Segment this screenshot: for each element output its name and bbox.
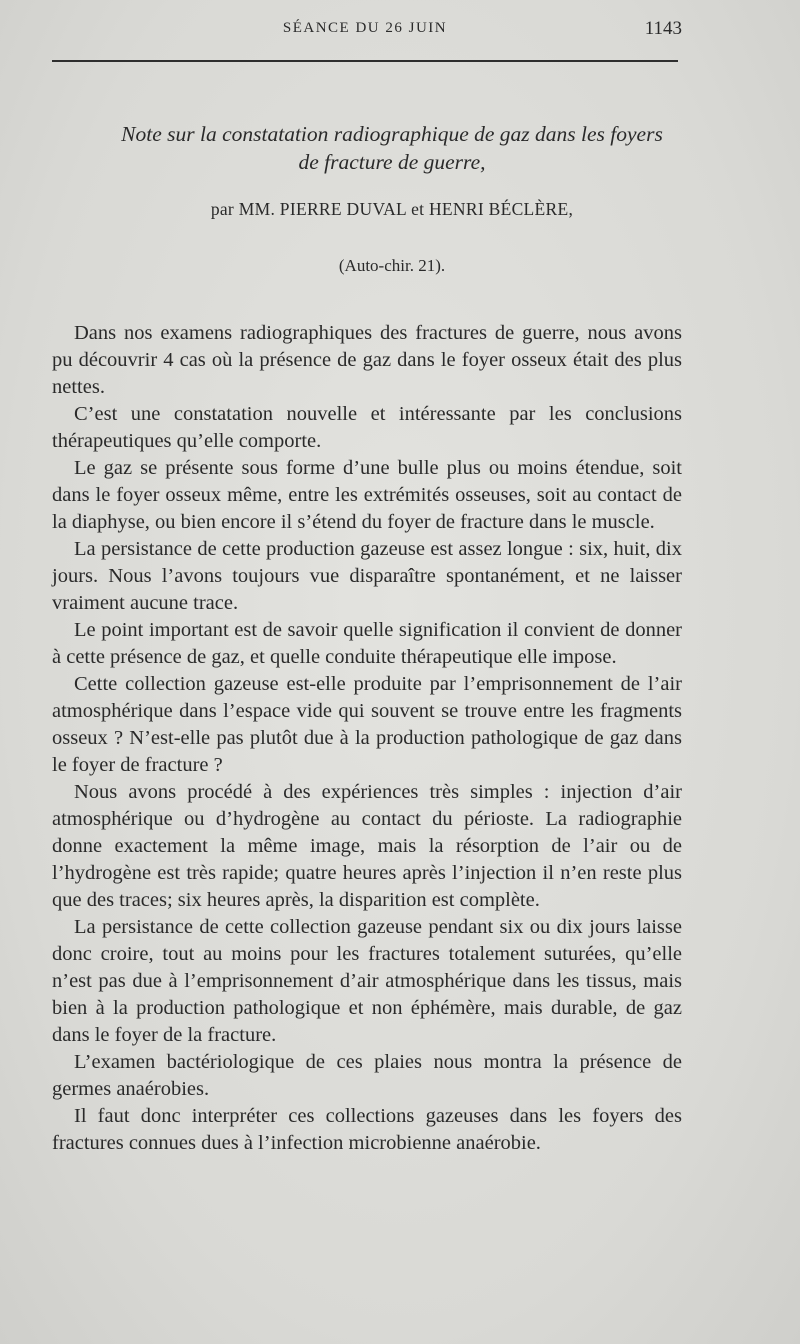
header-rule (52, 60, 678, 62)
paragraph: Le gaz se présente sous forme d’une bulle plus ou moins étendue, soit dans le foyer osseux même, entre les extrémités osseuses, soit au contact de la diaphyse, ou bien encore il s’étend du foyer de fracture dans le muscle. (52, 457, 682, 533)
page-number: 1143 (644, 18, 682, 39)
paragraph: La persistance de cette collection gazeuse pendant six ou dix jours laisse donc croire, tout au moins pour les fractures totalement suturées, qu’elle n’est pas due à l’emprisonnement d’air atmosphérique dans les tissus, mais bien à la production pathologique et non éphémère, mais durable, de gaz dans le foyer de la fracture. (52, 916, 682, 1046)
paragraph: La persistance de cette production gazeuse est assez longue : six, huit, dix jours. Nous l’avons toujours vue disparaître spontanément, et ne laisser vraiment aucune trace. (52, 538, 682, 614)
paragraph: Le point important est de savoir quelle signification il convient de donner à cette présence de gaz, et quelle conduite thérapeutique elle impose. (52, 619, 682, 668)
paragraph: L’examen bactériologique de ces plaies nous montra la présence de germes anaérobies. (52, 1051, 682, 1100)
paragraph: C’est une constatation nouvelle et intéressante par les conclusions thérapeutiques qu’elle comporte. (52, 403, 682, 452)
paragraph: Cette collection gazeuse est-elle produite par l’emprisonnement de l’air atmosphérique dans l’espace vide qui souvent se trouve entre les fragments osseux ? N’est-elle pas plutôt due à la production pathologique de gaz dans le foyer de fracture ? (52, 673, 682, 776)
paragraph: Dans nos examens radiographiques des fractures de guerre, nous avons pu découvrir 4 cas où la présence de gaz dans le foyer osseux était des plus nettes. (52, 322, 682, 398)
running-title: SÉANCE DU 26 JUIN (282, 20, 448, 36)
paragraph: Nous avons procédé à des expériences très simples : injection d’air atmosphérique ou d’hydrogène au contact du périoste. La radiographie donne exactement la même image, mais la résorption de l’air ou de l’hydrogène est très rapide; quatre heures après l’injection il n’en reste plus que des traces; six heures après, la disparition est complète. (52, 781, 682, 911)
title-line-1: Note sur la constatation radiographique de gaz dans les foyers (121, 122, 663, 146)
reference-note: (Auto-chir. 21). (338, 256, 446, 275)
title-line-2: de fracture de guerre, (298, 150, 486, 174)
article-body (52, 320, 682, 1157)
paragraph: Il faut donc interpréter ces collections gazeuses dans les foyers des fractures connues dues à l’infection microbienne anaérobie. (52, 1105, 682, 1154)
article-title (52, 120, 732, 176)
page-header (52, 16, 682, 44)
author-byline: par MM. PIERRE DUVAL et HENRI BÉCLÈRE, (210, 199, 574, 219)
